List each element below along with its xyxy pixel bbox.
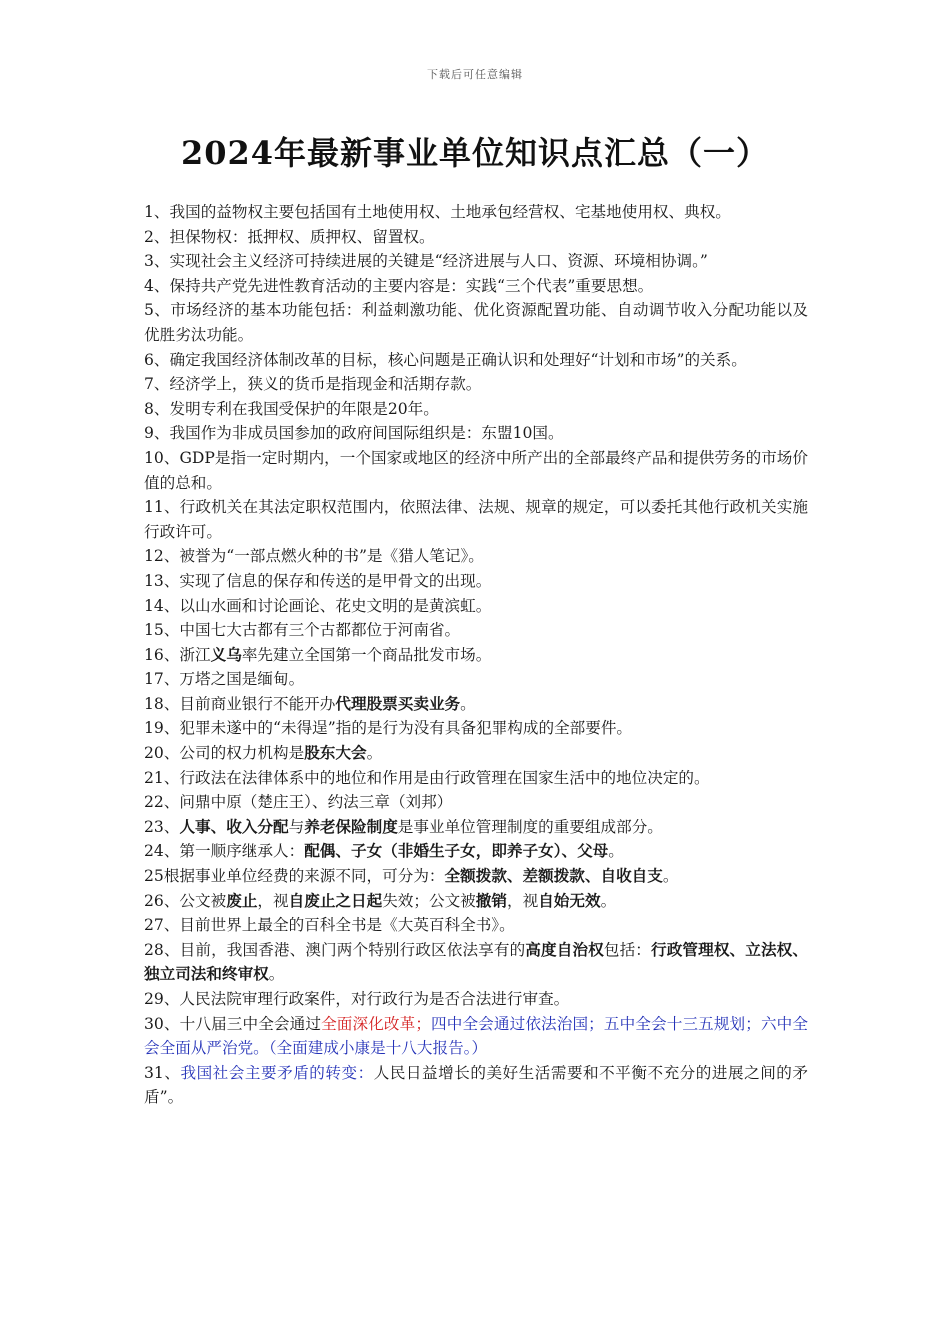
item-text-segment: 义乌 [210, 644, 242, 664]
list-item [144, 766, 808, 791]
list-item [144, 1012, 808, 1061]
header-note: 下载后可任意编辑 [427, 68, 523, 81]
list-item [144, 594, 808, 619]
item-text-segment: 。 [366, 744, 383, 763]
item-text-segment: 废止 [226, 890, 258, 910]
list-item [144, 716, 808, 741]
item-text-segment: 全面深化改革； [321, 1014, 431, 1033]
item-text-segment: 3、实现社会主义经济可持续进展的关键是“经济进展与人口、资源、环境相协调。” [144, 252, 708, 271]
item-text-segment: 14、以山水画和讨论画论、花史文明的是黄滨虹。 [144, 596, 492, 615]
item-text-segment: 12、被誉为“一部点燃火种的书”是《猎人笔记》。 [144, 547, 484, 566]
item-text-segment: 代理股票买卖业务 [335, 693, 461, 713]
list-item [144, 913, 808, 938]
list-item [144, 839, 808, 864]
item-text-segment: 15、中国七大古都有三个古都都位于河南省。 [144, 621, 461, 640]
item-text-segment: 25根据事业单位经费的来源不同，可分为： [144, 867, 445, 886]
item-text-segment: 27、目前世界上最全的百科全书是《大英百科全书》。 [144, 916, 515, 935]
list-item [144, 348, 808, 373]
item-text-segment: 与 [288, 817, 305, 836]
list-item [144, 200, 808, 225]
list-item [144, 225, 808, 250]
item-text-segment: 22、问鼎中原（楚庄王）、约法三章（刘邦） [144, 793, 453, 812]
item-text-segment: 6、确定我国经济体制改革的目标，核心问题是正确认识和处理好“计划和市场”的关系。 [144, 350, 747, 369]
list-item [144, 495, 808, 544]
list-item [144, 298, 808, 347]
item-text-segment: 4、保持共产党先进性教育活动的主要内容是：实践“三个代表”重要思想。 [144, 276, 654, 295]
list-item [144, 667, 808, 692]
item-text-segment: 9、我国作为非成员国参加的政府间国际组织是：东盟10国。 [144, 424, 564, 443]
item-text-segment: 我国社会主要矛盾的转变： [180, 1063, 374, 1082]
item-text-segment: 包括： [603, 940, 651, 959]
item-text-segment: 24、第一顺序继承人： [144, 842, 305, 861]
list-item [144, 790, 808, 815]
list-item [144, 864, 808, 889]
list-item [144, 741, 808, 766]
item-text-segment: 自始无效 [538, 890, 601, 910]
list-item [144, 987, 808, 1012]
list-item [144, 889, 808, 914]
item-text-segment: 13、实现了信息的保存和传送的是甲骨文的出现。 [144, 571, 492, 590]
item-text-segment: 。 [600, 891, 617, 910]
item-text-segment: 30、十八届三中全会通过 [144, 1014, 322, 1033]
item-text-segment: 10、GDP是指一定时期内，一个国家或地区的经济中所产出的全部最终产品和提供劳务的市场价值的总和。 [144, 448, 808, 492]
item-text-segment: 全额拨款、差额拨款、自收自支 [444, 866, 663, 886]
item-text-segment: 1、我国的益物权主要包括国有土地使用权、土地承包经营权、宅基地使用权、典权。 [144, 203, 731, 221]
list-item [144, 372, 808, 397]
list-item [144, 1061, 808, 1110]
item-text-segment: 19、犯罪未遂中的“未得逞”指的是行为没有具备犯罪构成的全部要件。 [144, 719, 633, 738]
item-text-segment: 31、 [144, 1063, 181, 1082]
list-item [144, 446, 808, 495]
item-text-segment: 。 [268, 965, 285, 984]
list-item [144, 815, 808, 840]
list-item [144, 421, 808, 446]
item-text-segment: 是事业单位管理制度的重要组成部分。 [397, 817, 663, 836]
item-text-segment: 20、公司的权力机构是 [144, 744, 305, 763]
item-text-segment: 自废止之日起 [288, 890, 383, 910]
item-text-segment: 26、公文被 [144, 891, 227, 910]
item-text-segment: 撤销 [475, 890, 507, 910]
item-text-segment: 人民日益增长的美好生活需要和不平衡不充分的进展之间的矛盾”。 [144, 1063, 808, 1107]
item-text-segment: 高度自治权 [525, 939, 604, 959]
item-text-segment: 失效；公文被 [382, 891, 476, 910]
list-item [144, 692, 808, 717]
item-text-segment: 率先建立全国第一个商品批发市场。 [241, 645, 492, 664]
list-item [144, 938, 808, 987]
item-text-segment: 行政管理权、立法权、独立司法和终审权 [144, 939, 808, 984]
item-text-segment: 2、担保物权：抵押权、质押权、留置权。 [144, 227, 435, 246]
document-body [144, 200, 808, 1110]
item-text-segment: 人事、收入分配 [179, 816, 289, 836]
item-text-segment: 18、目前商业银行不能开办 [144, 694, 336, 713]
item-text-segment: 配偶、子女（非婚生子女，即养子女）、父母 [304, 841, 609, 861]
item-text-segment: 。 [608, 842, 624, 861]
list-item [144, 274, 808, 299]
item-text-segment: 11、行政机关在其法定职权范围内，依照法律、法规、规章的规定，可以委托其他行政机关实施行政许可。 [144, 498, 808, 541]
list-item [144, 618, 808, 643]
item-text-segment: 养老保险制度 [304, 816, 398, 836]
list-item [144, 643, 808, 668]
item-text-segment: ，视 [506, 891, 539, 910]
item-text-segment: 28、目前，我国香港、澳门两个特别行政区依法享有的 [144, 940, 526, 959]
list-item [144, 569, 808, 594]
item-text-segment: 29、人民法院审理行政案件，对行政行为是否合法进行审查。 [144, 990, 570, 1008]
item-text-segment: 。 [460, 694, 476, 713]
item-text-segment: 8、发明专利在我国受保护的年限是20年。 [144, 399, 439, 418]
item-text-segment: 股东大会 [304, 743, 367, 763]
item-text-segment: 16、浙江 [144, 645, 211, 664]
item-text-segment: 7、经济学上，狭义的货币是指现金和活期存款。 [144, 375, 482, 394]
document-title: 2024年最新事业单位知识点汇总（一） [180, 134, 770, 172]
item-text-segment: 。 [662, 867, 679, 886]
item-text-segment: 21、行政法在法律体系中的地位和作用是由行政管理在国家生活中的地位决定的。 [144, 768, 710, 787]
item-text-segment: 四中全会通过依法治国；五中全会十三五规划；六中全会全面从严治党。（全面建成小康是十八大报告。） [144, 1014, 808, 1058]
list-item [144, 397, 808, 422]
list-item [144, 544, 808, 569]
item-text-segment: ，视 [257, 891, 289, 910]
item-text-segment: 23、 [144, 817, 180, 836]
list-item [144, 249, 808, 274]
item-text-segment: 5、市场经济的基本功能包括：利益刺激功能、优化资源配置功能、自动调节收入分配功能以及优胜劣汰功能。 [144, 301, 808, 344]
item-text-segment: 17、万塔之国是缅甸。 [144, 670, 305, 689]
